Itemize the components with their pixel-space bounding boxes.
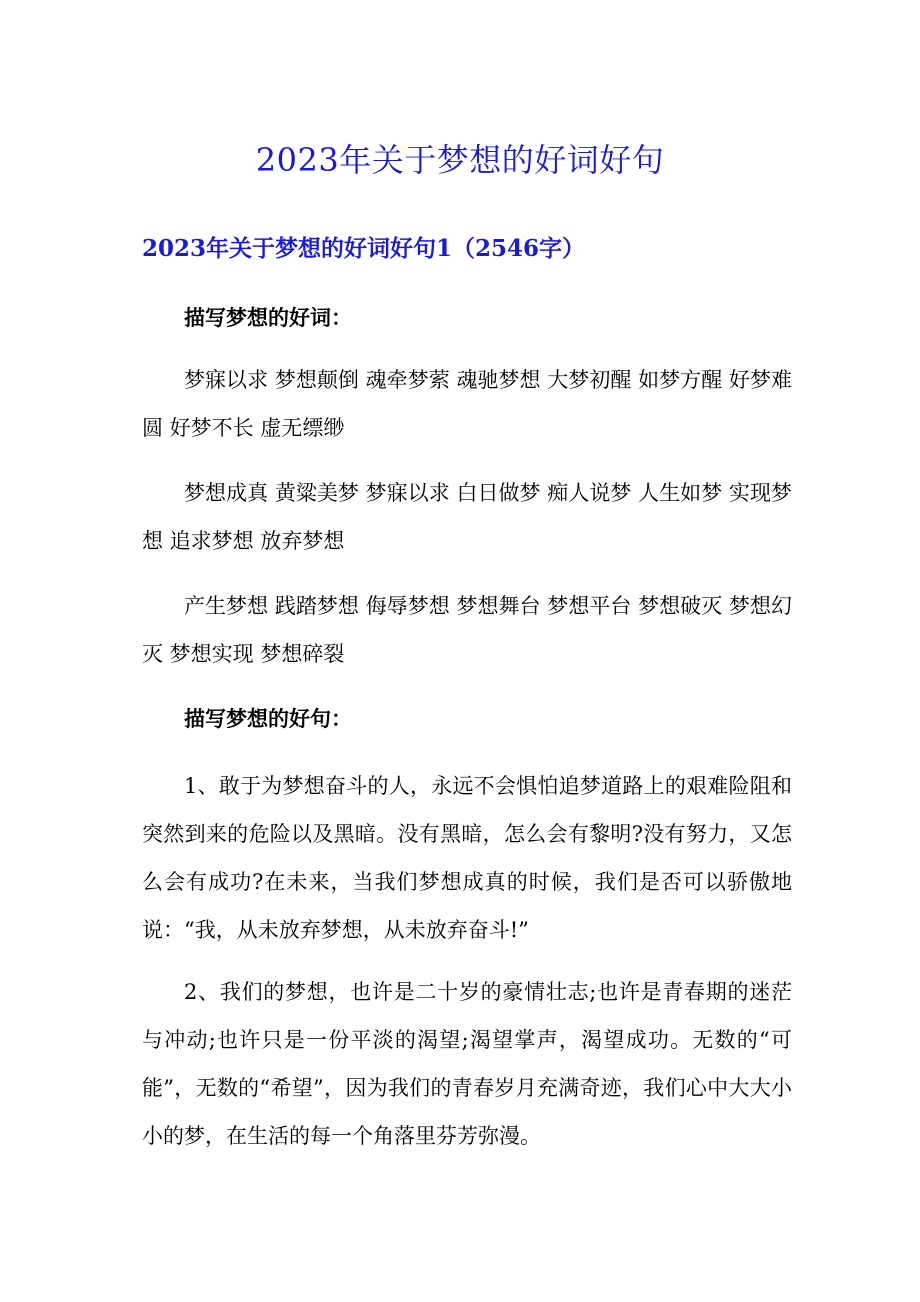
sentences-heading: 描写梦想的好句： xyxy=(184,706,352,731)
word-group-1: 梦寐以求 梦想颠倒 魂牵梦萦 魂驰梦想 大梦初醒 如梦方醒 好梦难圆 好梦不长 虚无缥缈 xyxy=(142,368,792,440)
document-title: 2023年关于梦想的好词好句 xyxy=(255,141,665,179)
sentence-1: 1、敢于为梦想奋斗的人，永远不会惧怕追梦道路上的艰难险阻和突然到来的危险以及黑暗。没有黑暗，怎么会有黎明?没有努力，又怎么会有成功?在未来，当我们梦想成真的时候，我们是否可以骄傲地说：“我，从未放弃梦想，从未放弃奋斗!” xyxy=(142,774,792,942)
word-group-2: 梦想成真 黄粱美梦 梦寐以求 白日做梦 痴人说梦 人生如梦 实现梦想 追求梦想 放弃梦想 xyxy=(142,481,792,553)
section-heading: 2023年关于梦想的好词好句1（2546字） xyxy=(142,235,586,262)
words-heading: 描写梦想的好词： xyxy=(184,305,352,330)
sentence-2: 2、我们的梦想，也许是二十岁的豪情壮志;也许是青春期的迷茫与冲动;也许只是一份平淡的渴望;渴望掌声，渴望成功。无数的“可能”，无数的“希望”，因为我们的青春岁月充满奇迹，我们心中大大小小的梦，在生活的每一个角落里芬芳弥漫。 xyxy=(142,980,792,1148)
word-group-3: 产生梦想 践踏梦想 侮辱梦想 梦想舞台 梦想平台 梦想破灭 梦想幻灭 梦想实现 梦想碎裂 xyxy=(142,594,792,666)
